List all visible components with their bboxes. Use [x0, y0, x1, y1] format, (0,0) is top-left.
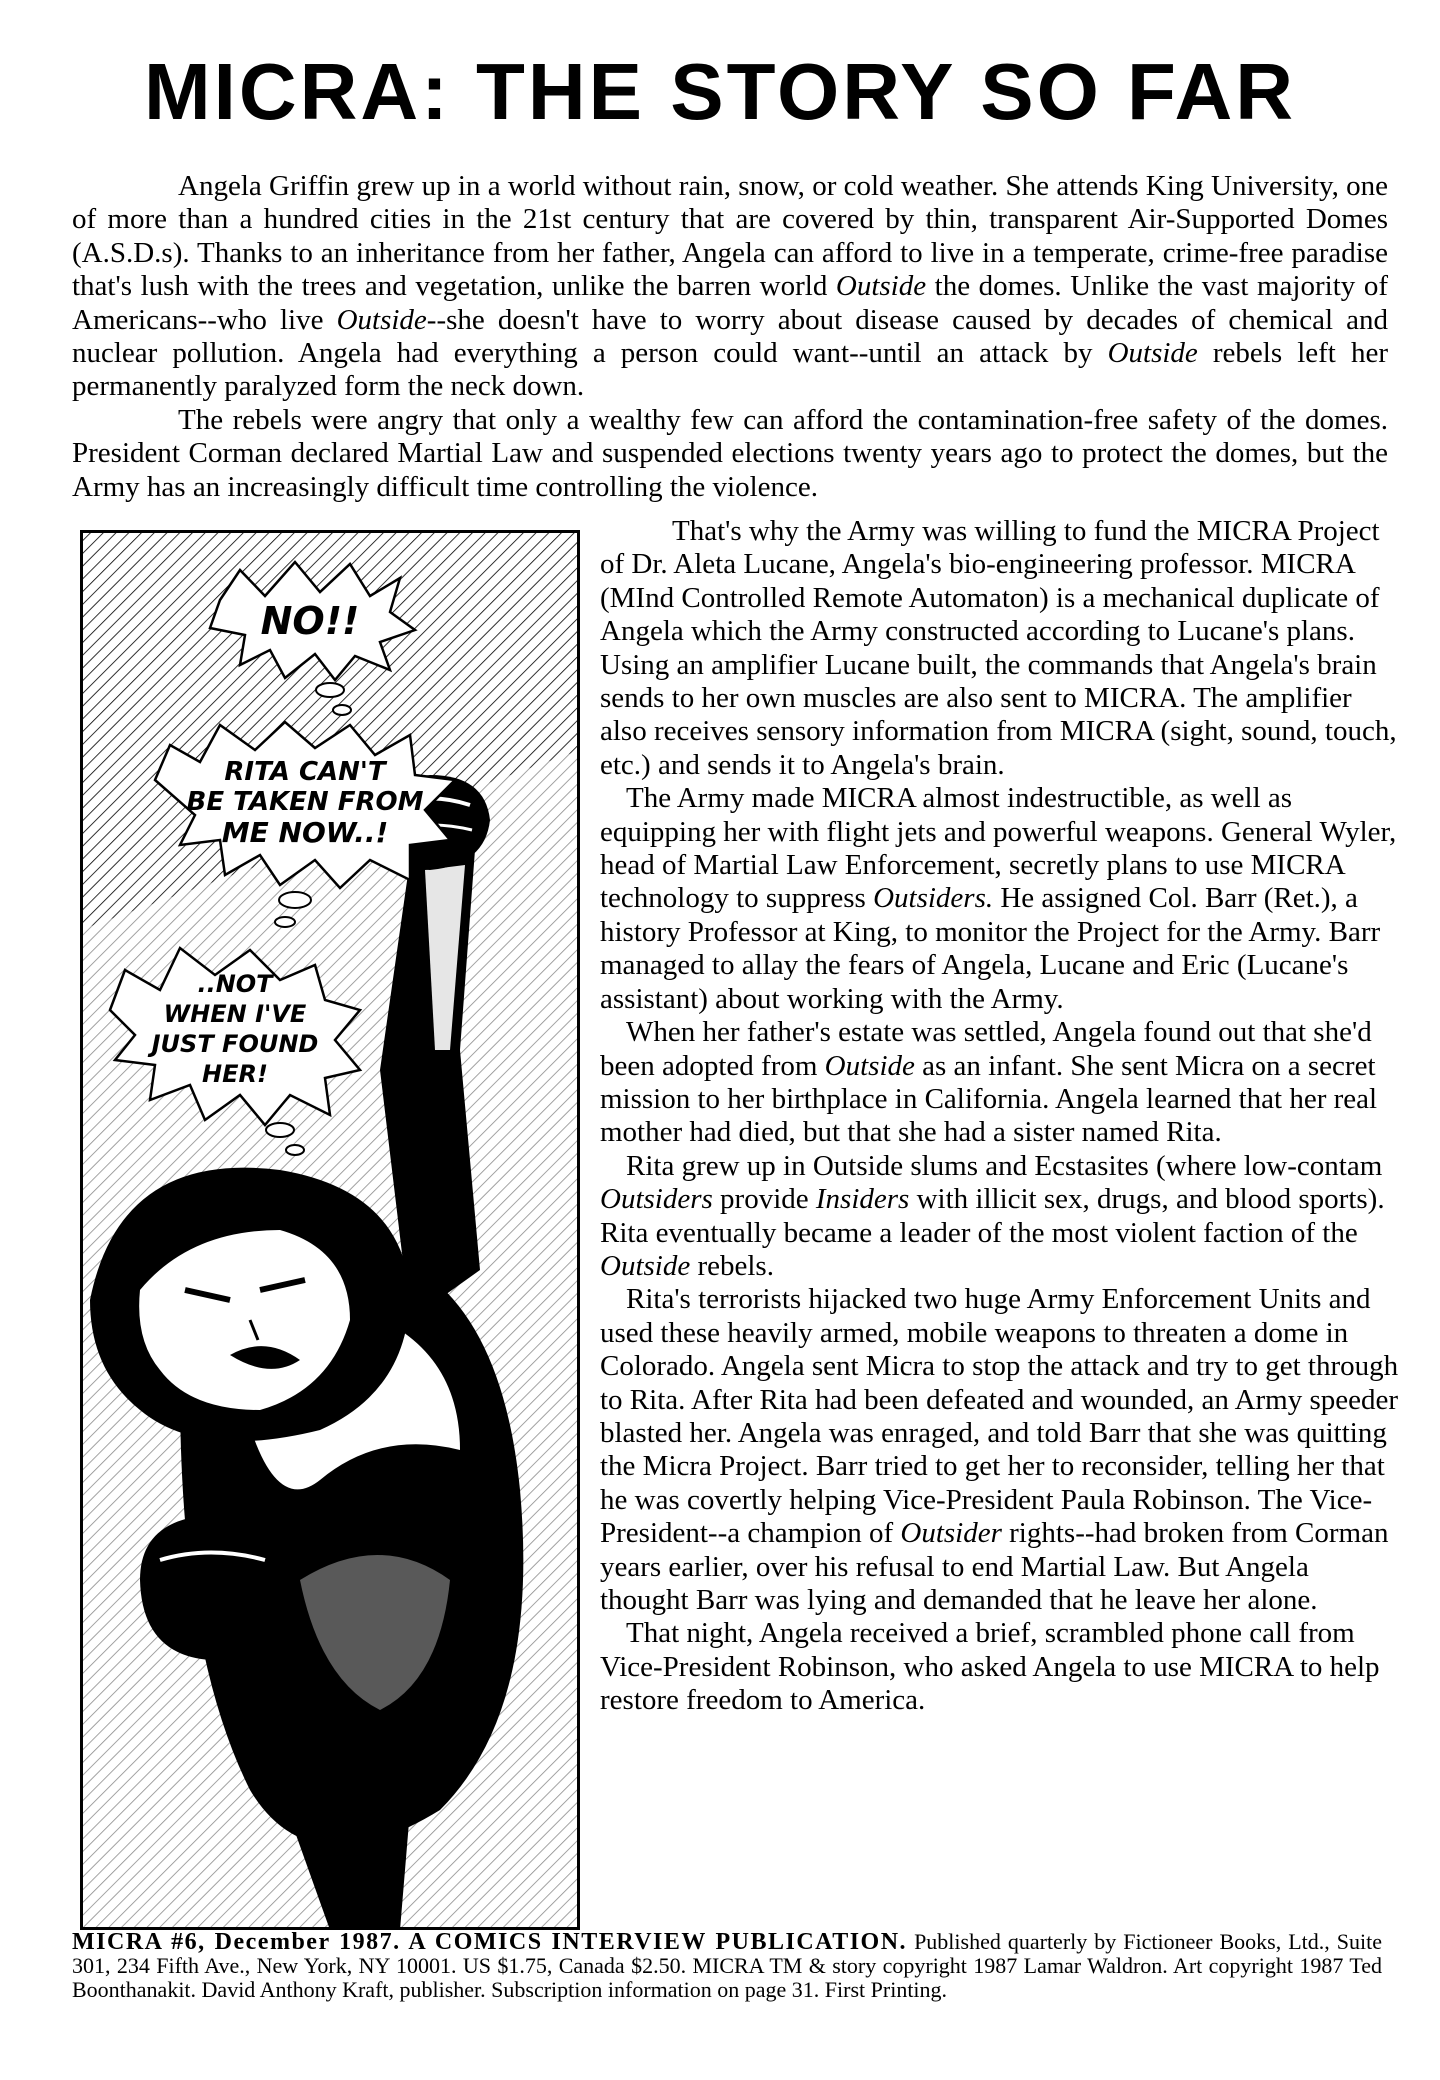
balloon-3-line-3: JUST FOUND	[151, 1030, 319, 1058]
balloon-1-text: NO!!	[260, 599, 360, 643]
story-paragraph-6: Rita grew up in Outside slums and Ecstasites (where low-contam Outsiders provide Insiders with illicit sex, drugs, and blood sports). Rita eventually became a leader of the most violent faction of the Outside rebels.	[600, 1149, 1385, 1282]
story-paragraph-8: That night, Angela received a brief, scrambled phone call from Vice-President Robinson, who asked Angela to use MICRA to help restore freedom to America.	[600, 1617, 1380, 1717]
comic-panel-illustration	[80, 530, 580, 1930]
balloon-2-line-2: BE TAKEN FROM	[186, 787, 424, 817]
balloon-3-line-1: ..NOT	[197, 970, 273, 998]
story-paragraph-7: Rita's terrorists hijacked two huge Army Enforcement Units and used these heavily armed, mobile weapons to threaten a dome in Colorado. Angela sent Micra to stop the attack and try to get through to Rita. After Rita had been defeated and wounded, an Army speeder blasted her. Angela was enraged, and told Barr that she was quitting the Micra Project. Barr tried to get her to reconsider, telling her that he was covertly helping Vice-President Paula Robinson. The Vice-President--a champion of Outsider rights--had broken from Corman years earlier, over his refusal to end Martial Law. But Angela thought Barr was lying and demanded that he leave her alone.	[600, 1283, 1399, 1616]
story-intro	[72, 170, 1388, 504]
balloon-3-line-4: HER!	[202, 1060, 268, 1088]
publication-indicia	[72, 1930, 1382, 2002]
page-title: MICRA: THE STORY SO FAR	[143, 47, 1297, 136]
indicia-lead: MICRA #6, December 1987. A COMICS INTERVIEW PUBLICATION.	[72, 1929, 908, 1955]
comic-panel	[80, 530, 580, 1930]
story-paragraph-5: When her father's estate was settled, Angela found out that she'd been adopted from Outside as an infant. She sent Micra on a secret mission to her birthplace in California. Angela learned that her real mother had died, but that she had a sister named Rita.	[600, 1016, 1378, 1149]
story-paragraph-4: The Army made MICRA almost indestructible, as well as equipping her with flight jets and powerful weapons. General Wyler, head of Martial Law Enforcement, secretly plans to use MICRA technology to suppress Outsiders. He assigned Col. Barr (Ret.), a history Professor at King, to monitor the Project for the Army. Barr managed to allay the fears of Angela, Lucane and Eric (Lucane's assistant) about working with the Army.	[600, 782, 1397, 1015]
story-paragraph-1: Angela Griffin grew up in a world without rain, snow, or cold weather. She attends King University, one of more than a hundred cities in the 21st century that are covered by thin, transparent Air-Supported Domes (A.S.D.s). Thanks to an inheritance from her father, Angela can afford to live in a temperate, crime-free paradise that's lush with the trees and vegetation, unlike the barren world Outside the domes. Unlike the vast majority of Americans--who live Outside--she doesn't have to worry about disease caused by decades of chemical and nuclear pollution. Angela had everything a person could want--until an attack by Outside rebels left her permanently paralyzed form the neck down.	[72, 170, 1388, 403]
balloon-2-line-1: RITA CAN'T	[224, 757, 386, 787]
story-paragraph-2: The rebels were angry that only a wealthy few can afford the contamination-free safety of the domes. President Corman declared Martial Law and suspended elections twenty years ago to protect the domes, but the Army has an increasingly difficult time controlling the violence.	[72, 403, 1388, 503]
balloon-3-line-2: WHEN I'VE	[163, 1000, 307, 1028]
indicia-text: Published quarterly by Fictioneer Books, Ltd., Suite 301, 234 Fifth Ave., New York, NY 10001. US $1.75, Canada $2.50. MICRA TM & story copyright 1987 Lamar Waldron. Art copyright 1987 Ted Boonthanakit. David Anthony Kraft, publisher. Subscription information on page 31. First Printing.	[72, 1929, 1382, 2002]
story-column	[600, 515, 1400, 1718]
story-paragraph-3: That's why the Army was willing to fund the MICRA Project of Dr. Aleta Lucane, Angela's bio-engineering professor. MICRA (MInd Controlled Remote Automaton) is a mechanical duplicate of Angela which the Army constructed according to Lucane's plans. Using an amplifier Lucane built, the commands that Angela's brain sends to her own muscles are also sent to MICRA. The amplifier also receives sensory information from MICRA (sight, sound, touch, etc.) and sends it to Angela's brain.	[600, 515, 1397, 781]
balloon-2-line-3: ME NOW..!	[221, 816, 389, 849]
